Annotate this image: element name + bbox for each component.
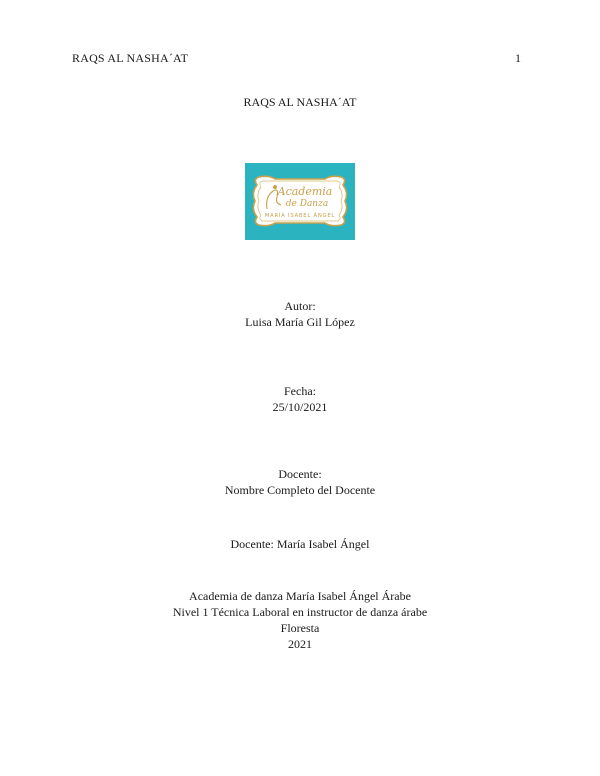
- author-label: Autor:: [284, 299, 316, 313]
- logo-text-academia: Academia: [277, 185, 333, 198]
- page-number: 1: [515, 51, 521, 65]
- author-name: Luisa María Gil López: [245, 315, 355, 329]
- running-head: RAQS AL NASHA´AT: [72, 51, 189, 65]
- date-value: 25/10/2021: [272, 400, 328, 414]
- date-block: [0, 383, 600, 415]
- date-label: Fecha:: [284, 384, 316, 398]
- teacher-label: Docente:: [278, 467, 322, 481]
- teacher-name-line: Docente: María Isabel Ángel: [230, 537, 370, 551]
- academy-logo: [245, 163, 355, 240]
- logo-text-name: MARÍA ISABEL ÁNGEL: [264, 213, 336, 219]
- author-block: [0, 298, 600, 330]
- logo-text-danza: de Danza: [285, 199, 329, 209]
- institution-name: Academia de danza María Isabel Ángel Árabe: [189, 589, 411, 603]
- teacher-value: Nombre Completo del Docente: [224, 483, 376, 497]
- city: Floresta: [280, 621, 320, 635]
- teacher-block: [0, 466, 600, 498]
- year: 2021: [288, 637, 312, 651]
- program-name: Nivel 1 Técnica Laboral en instructor de danza árabe: [172, 605, 428, 619]
- document-title: RAQS AL NASHA´AT: [243, 95, 357, 109]
- institution-block: [0, 588, 600, 652]
